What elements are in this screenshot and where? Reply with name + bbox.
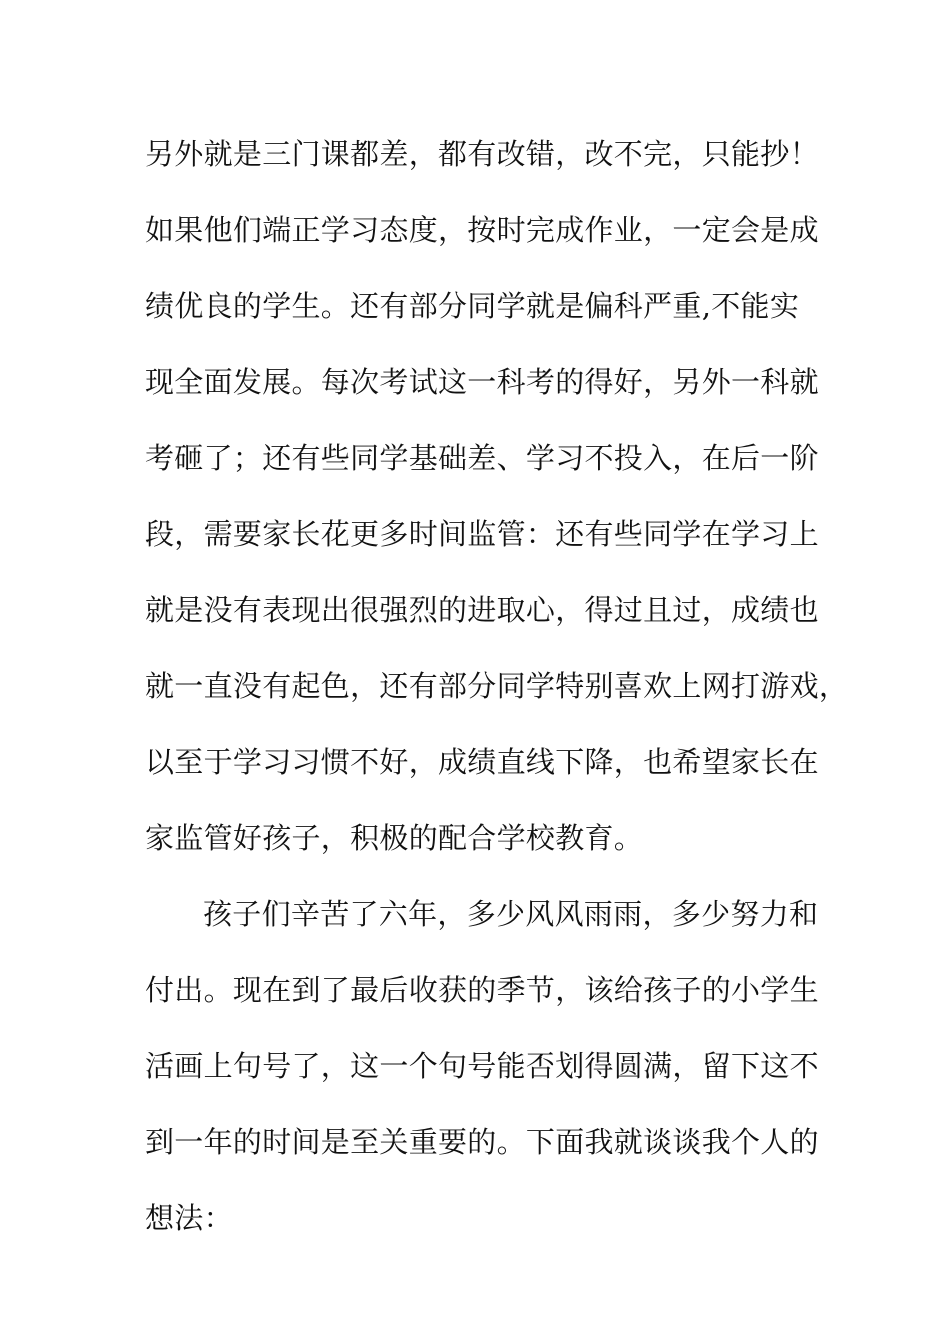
text-line: 绩优良的学生。还有部分同学就是偏科严重,不能实 [145,289,800,323]
text-line: 以至于学习习惯不好，成绩直线下降，也希望家长在 [145,745,819,779]
text-line: 想法： [145,1201,233,1235]
text-line: 如果他们端正学习态度，按时完成作业，一定会是成 [145,213,819,247]
paragraph-1 [145,128,849,888]
text-line: 付出。现在到了最后收获的季节，该给孩子的小学生 [145,973,819,1007]
text-line-indented: 孩子们辛苦了六年，多少风风雨雨，多少努力和 [203,897,819,931]
text-line: 活画上句号了，这一个句号能否划得圆满，留下这不 [145,1049,819,1083]
text-line: 就一直没有起色，还有部分同学特别喜欢上网打游戏， [145,669,849,703]
paragraph-2 [145,888,819,1268]
text-line: 段，需要家长花更多时间监管：还有些同学在学习上 [145,517,819,551]
text-line: 到一年的时间是至关重要的。下面我就谈谈我个人的 [145,1125,819,1159]
text-line: 家监管好孩子，积极的配合学校教育。 [145,821,644,855]
text-line: 考砸了；还有些同学基础差、学习不投入，在后一阶 [145,441,819,475]
document-body [145,128,849,1268]
text-line: 另外就是三门课都差，都有改错，改不完，只能抄！ [145,137,819,171]
text-line: 现全面发展。每次考试这一科考的得好，另外一科就 [145,365,819,399]
text-line: 就是没有表现出很强烈的进取心，得过且过，成绩也 [145,593,819,627]
